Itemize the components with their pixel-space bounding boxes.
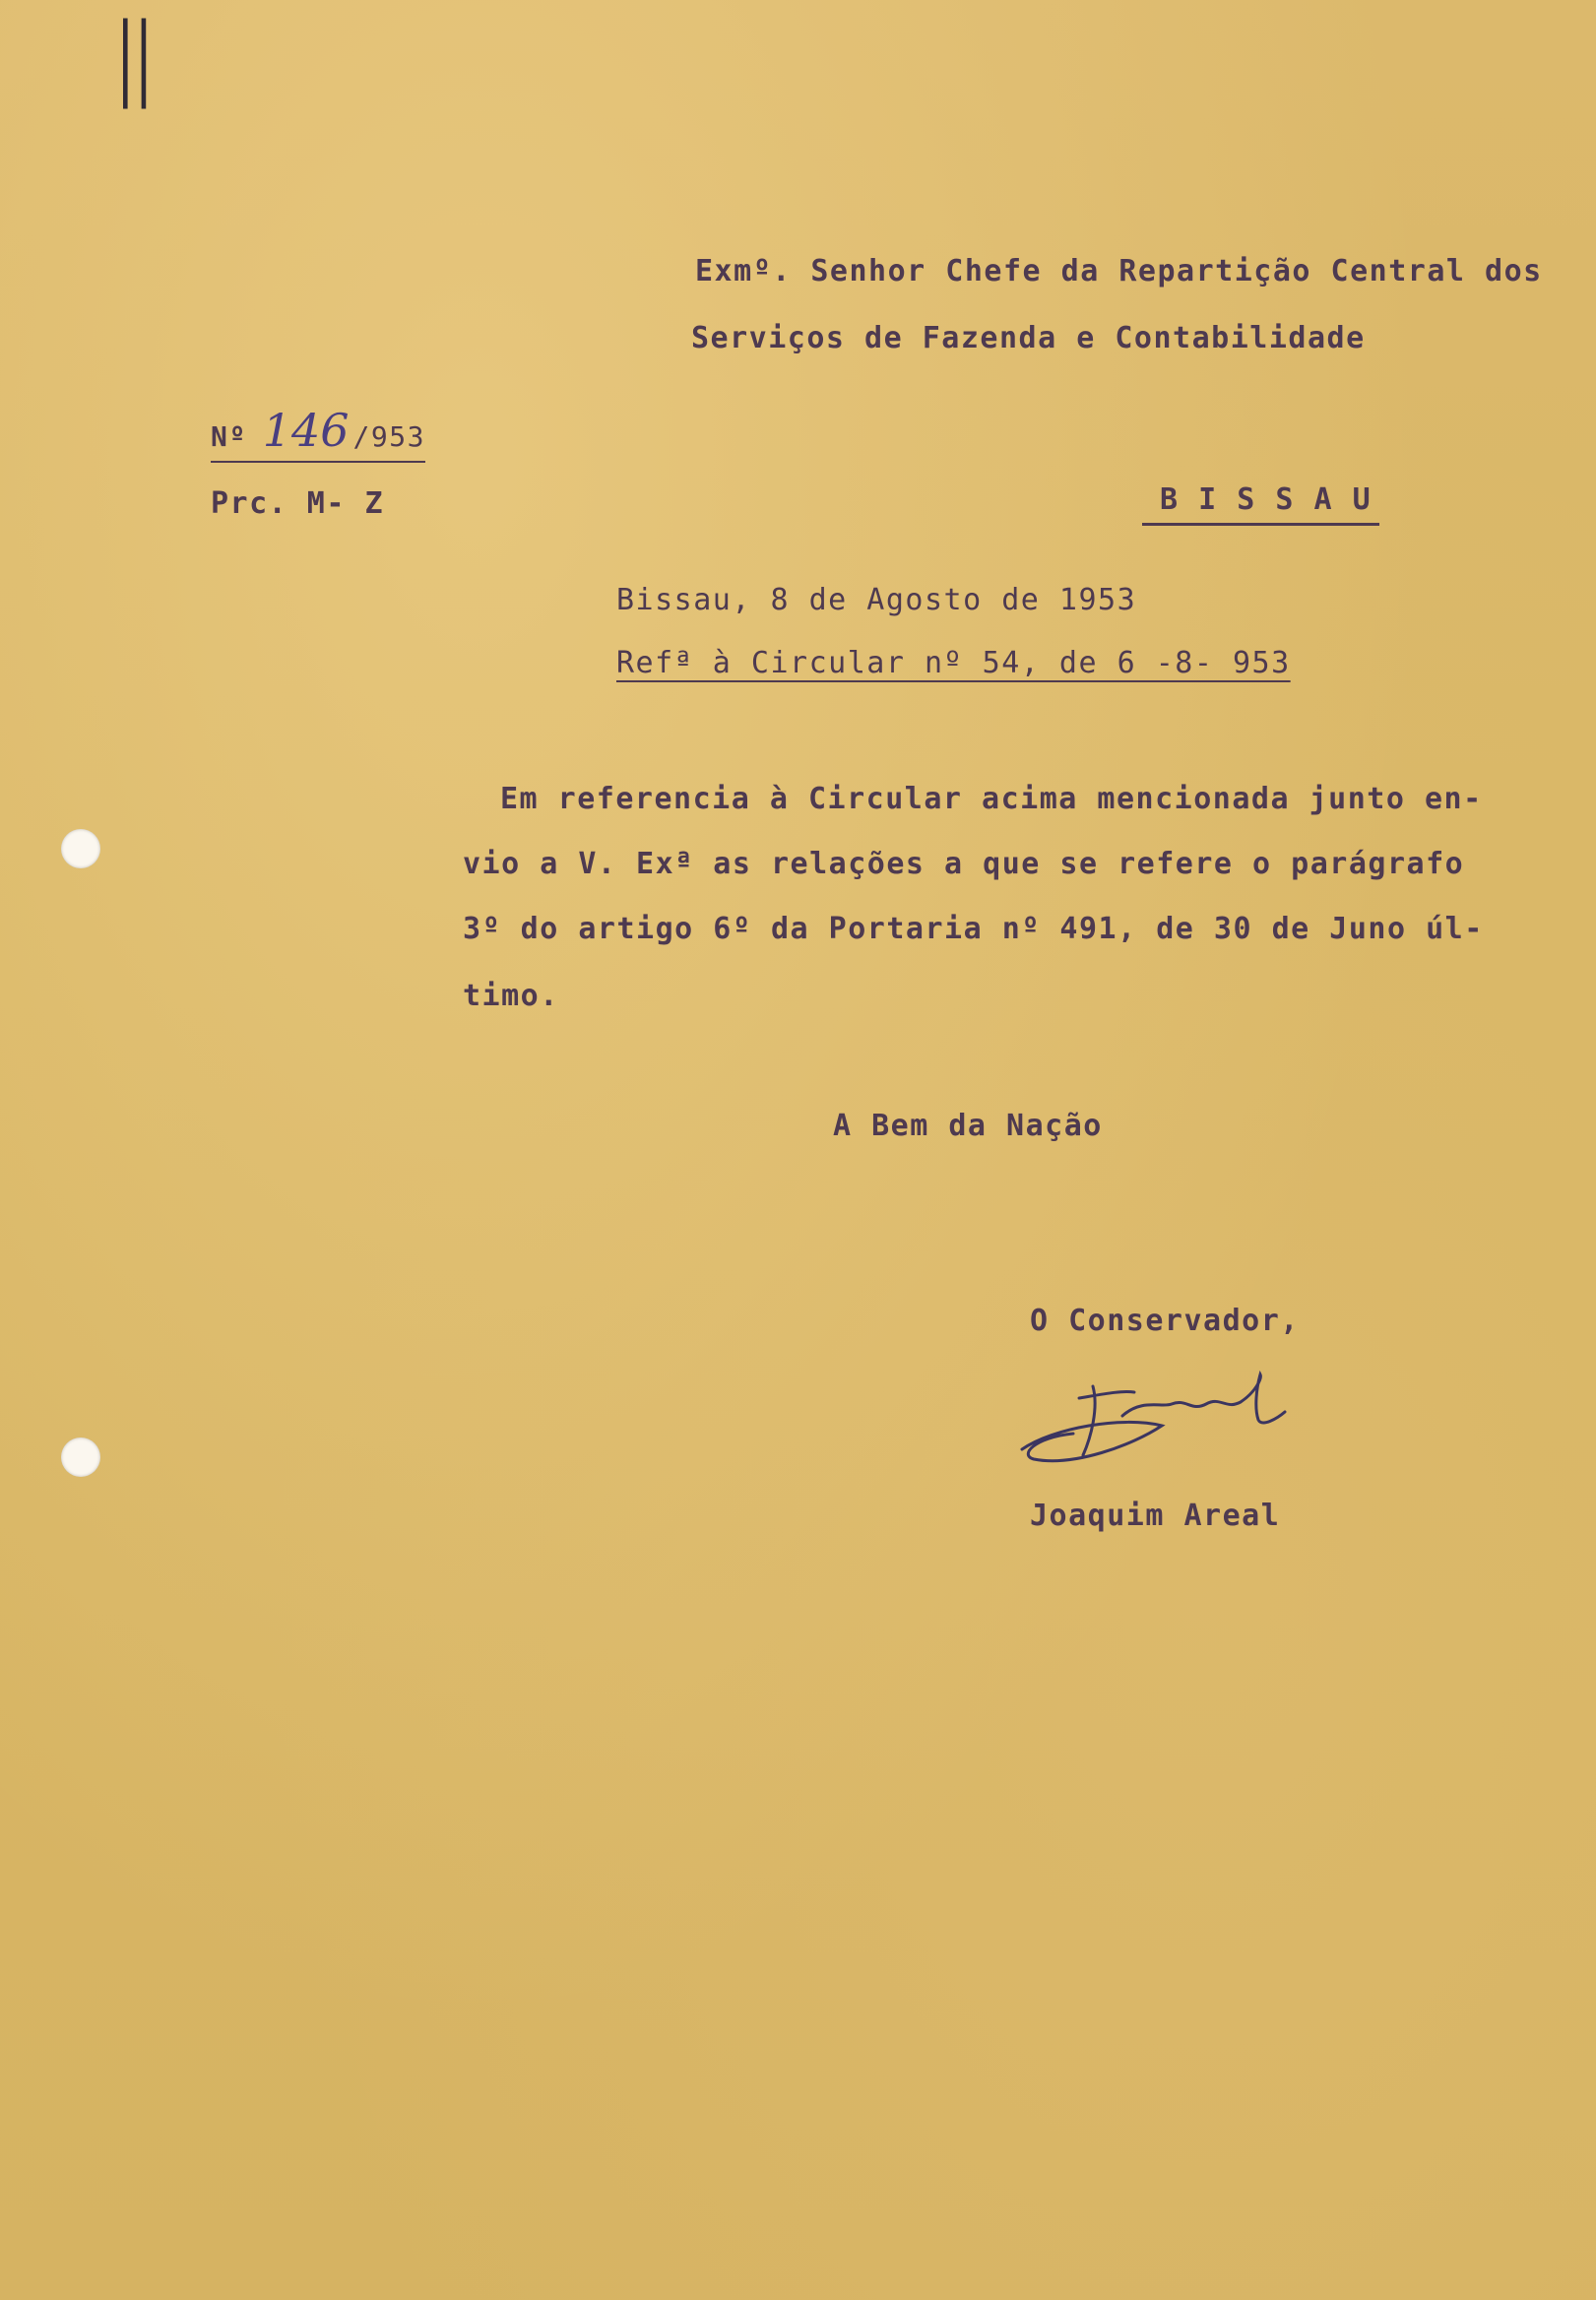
signatory-name: Joaquim Areal xyxy=(1030,1499,1281,1533)
body-line-3: 3º do artigo 6º da Portaria nº 491, de 30 de Juno úl- xyxy=(463,912,1484,946)
recipient-line-1: Exmº. Senhor Chefe da Repartição Central dos xyxy=(695,254,1543,288)
destination xyxy=(1142,482,1379,526)
closing: A Bem da Nação xyxy=(833,1109,1103,1143)
reference-number-handwritten: 146 xyxy=(262,404,350,457)
reference-number-suffix: /953 xyxy=(352,420,425,453)
process-code: Prc. M- Z xyxy=(211,486,385,521)
subject-line: Refª à Circular nº 54, de 6 -8- 953 xyxy=(616,646,1291,680)
destination-text: B I S S A U xyxy=(1160,482,1373,517)
body-line-1: Em referencia à Circular acima mencionada junto en- xyxy=(500,782,1483,816)
signature-stroke-3 xyxy=(1122,1374,1285,1423)
body-line-2: vio a V. Exª as relações a que se refere o parágrafo xyxy=(463,847,1465,881)
signature-title: O Conservador, xyxy=(1030,1304,1300,1338)
punch-hole-top xyxy=(61,829,100,868)
punch-hole-bottom xyxy=(61,1438,100,1477)
recipient-line-2: Serviços de Fazenda e Contabilidade xyxy=(691,321,1366,355)
signature-image xyxy=(1014,1369,1300,1477)
margin-mark: || xyxy=(116,4,154,109)
date-line: Bissau, 8 de Agosto de 1953 xyxy=(616,583,1137,617)
body-line-4: timo. xyxy=(463,979,559,1013)
reference-number xyxy=(211,404,425,463)
reference-number-prefix: Nº xyxy=(211,420,247,453)
